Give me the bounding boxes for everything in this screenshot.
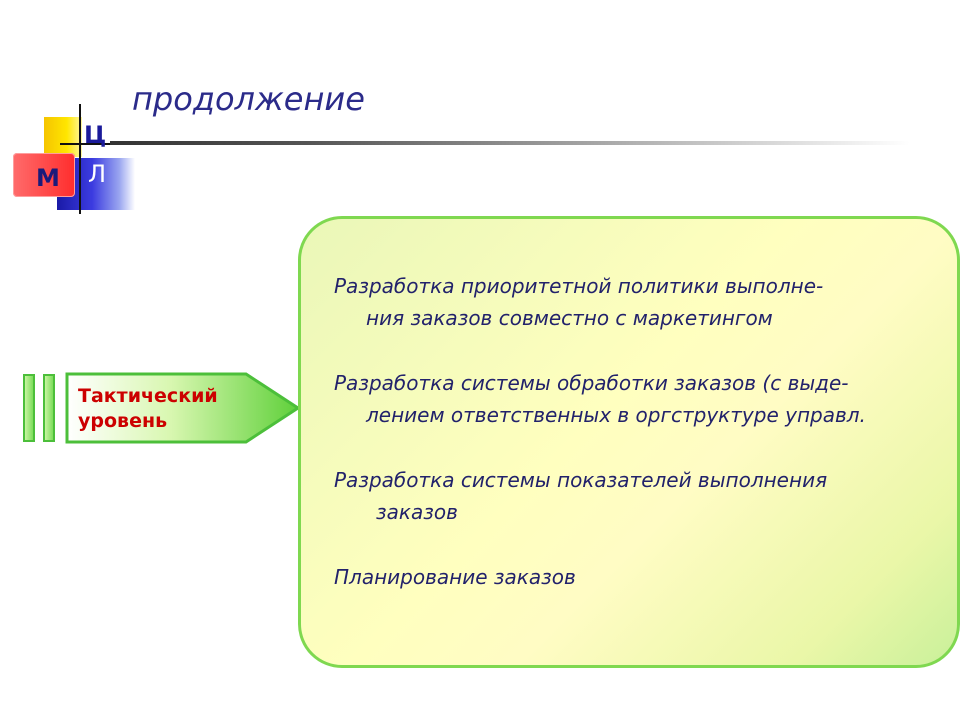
- list-item-line2: ния заказов совместно с маркетингом: [366, 306, 773, 330]
- logo-letter-l: Л: [88, 160, 107, 188]
- list-item-line1: Разработка системы показателей выполнения: [334, 468, 828, 492]
- list-item: [334, 464, 827, 528]
- list-item: [334, 561, 576, 593]
- logo-letter-m: М: [36, 164, 60, 192]
- page-title: продолжение: [132, 80, 365, 118]
- logo-letter-c: Ц: [84, 121, 107, 149]
- list-item-line1: Разработка приоритетной политики выполне-: [334, 274, 824, 298]
- list-item: [334, 367, 866, 431]
- list-item-line2: заказов: [376, 500, 458, 524]
- tactical-level-label-line2: уровень: [78, 410, 168, 432]
- tactical-level-label: [78, 384, 218, 434]
- list-item-line2: лением ответственных в оргструктуре управл.: [366, 403, 866, 427]
- list-item-line1: Разработка системы обработки заказов (с выде-: [334, 371, 849, 395]
- list-item-line1: Планирование заказов: [334, 565, 576, 589]
- list-item: [334, 270, 823, 334]
- tactical-level-label-line1: Тактический: [78, 385, 218, 407]
